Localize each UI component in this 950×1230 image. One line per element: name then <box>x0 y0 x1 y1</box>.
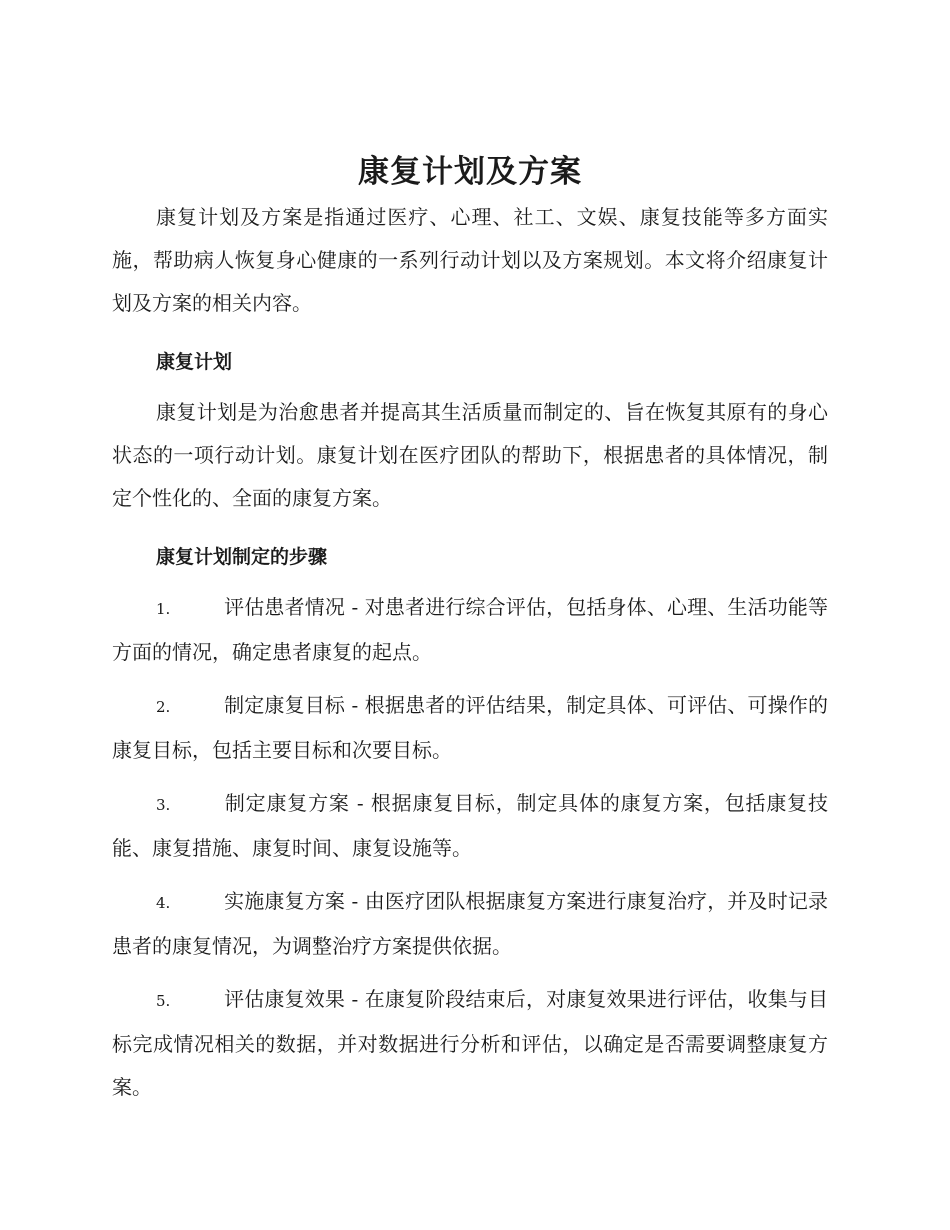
intro-paragraph: 康复计划及方案是指通过医疗、心理、社工、文娱、康复技能等多方面实施，帮助病人恢复身心健康的一系列行动计划以及方案规划。本文将介绍康复计划及方案的相关内容。 <box>112 205 828 315</box>
step-text: 实施康复方案 - 由医疗团队根据康复方案进行康复治疗，并及时记录患者的康复情况，为调整治疗方案提供依据。 <box>112 889 828 958</box>
step-text: 制定康复目标 - 根据患者的评估结果，制定具体、可评估、可操作的康复目标，包括主要目标和次要目标。 <box>112 693 828 762</box>
list-item <box>112 782 828 870</box>
list-item <box>112 586 828 674</box>
list-item <box>112 684 828 772</box>
document-page <box>112 150 828 1119</box>
section-heading-plan-steps: 康复计划制定的步骤 <box>156 546 328 568</box>
step-text: 评估康复效果 - 在康复阶段结束后，对康复效果进行评估，收集与目标完成情况相关的数据，并对数据进行分析和评估，以确定是否需要调整康复方案。 <box>112 987 828 1099</box>
step-text: 制定康复方案 - 根据康复目标，制定具体的康复方案，包括康复技能、康复措施、康复时间、康复设施等。 <box>112 791 828 860</box>
list-item <box>112 978 828 1109</box>
step-number: 5. <box>156 992 171 1010</box>
step-number: 4. <box>156 894 171 912</box>
section-heading-rehab-plan: 康复计划 <box>156 351 233 373</box>
step-number: 1. <box>156 600 171 618</box>
step-number: 3. <box>156 796 171 814</box>
rehab-plan-paragraph: 康复计划是为治愈患者并提高其生活质量而制定的、旨在恢复其原有的身心状态的一项行动计划。康复计划在医疗团队的帮助下，根据患者的具体情况，制定个性化的、全面的康复方案。 <box>112 400 828 510</box>
document-title: 康复计划及方案 <box>358 154 582 190</box>
step-text: 评估患者情况 - 对患者进行综合评估，包括身体、心理、生活功能等方面的情况，确定患者康复的起点。 <box>112 595 828 664</box>
step-number: 2. <box>156 698 171 716</box>
steps-list <box>112 586 828 1109</box>
list-item <box>112 880 828 968</box>
